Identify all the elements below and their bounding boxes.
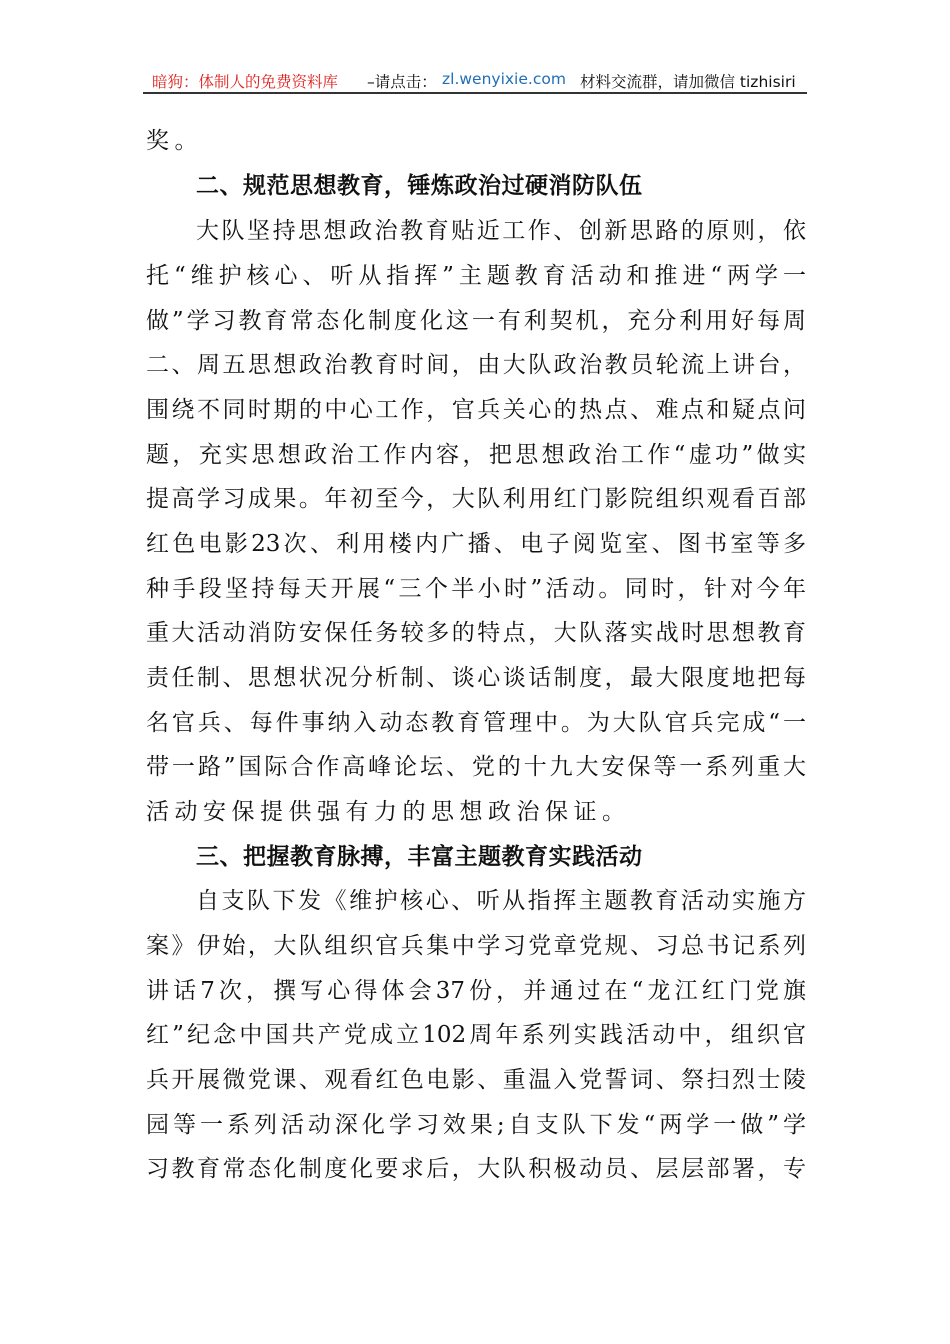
section-heading: 二、规范思想教育，锤炼政治过硬消防队伍 [196,173,643,199]
header-rule [143,92,807,94]
paragraph-line: 题，充实思想政治工作内容，把思想政治工作“虚功”做实 [146,442,806,468]
paragraph-line: 二、周五思想政治教育时间，由大队政治教员轮流上讲台， [146,352,806,378]
paragraph-line: 自支队下发《维护核心、听从指挥主题教育活动实施方 [196,888,806,914]
paragraph-line: 习教育常态化制度化要求后，大队积极动员、层层部署，专 [146,1156,806,1182]
paragraph-line: 讲话7次，撰写心得体会37份，并通过在“龙江红门党旗 [146,978,806,1004]
paragraph-line: 带一路”国际合作高峰论坛、党的十九大安保等一系列重大 [146,754,806,780]
header-brand: 暗狗：体制人的免费资料库 [152,73,339,91]
paragraph-line: 责任制、思想状况分析制、谈心谈话制度，最大限度地把每 [146,665,806,691]
paragraph-line: 名官兵、每件事纳入动态教育管理中。为大队官兵完成“一 [146,710,806,736]
page-header [146,68,806,92]
paragraph-line: 案》伊始，大队组织官兵集中学习党章党规、习总书记系列 [146,933,806,959]
paragraph-line: 做”学习教育常态化制度化这一有利契机，充分利用好每周 [146,308,806,334]
paragraph-line: 红色电影23次、利用楼内广播、电子阅览室、图书室等多 [146,531,806,557]
paragraph-line: 大队坚持思想政治教育贴近工作、创新思路的原则，依 [196,218,806,244]
paragraph-line: 兵开展微党课、观看红色电影、重温入党誓词、祭扫烈士陵 [146,1067,806,1093]
paragraph-line: 活动安保提供强有力的思想政治保证。 [146,799,631,825]
paragraph-line: 种手段坚持每天开展“三个半小时”活动。同时，针对今年 [146,576,806,602]
section-heading: 三、把握教育脉搏，丰富主题教育实践活动 [196,844,643,870]
header-contact: 材料交流群，请加微信 tizhisiri [580,73,796,91]
paragraph-line: 提高学习成果。年初至今，大队利用红门影院组织观看百部 [146,486,806,512]
paragraph-line: 托“维护核心、听从指挥”主题教育活动和推进“两学一 [146,263,806,289]
paragraph-line: 围绕不同时期的中心工作，官兵关心的热点、难点和疑点问 [146,397,806,423]
paragraph-line: 重大活动消防安保任务较多的特点，大队落实战时思想教育 [146,620,806,646]
paragraph-line: 奖。 [146,128,203,154]
header-prompt: –请点击： [367,73,437,91]
header-url-link[interactable]: zl.wenyixie.com [442,70,566,88]
paragraph-line: 红”纪念中国共产党成立102周年系列实践活动中，组织官 [146,1022,806,1048]
paragraph-line: 园等一系列活动深化学习效果;自支队下发“两学一做”学 [146,1112,806,1138]
